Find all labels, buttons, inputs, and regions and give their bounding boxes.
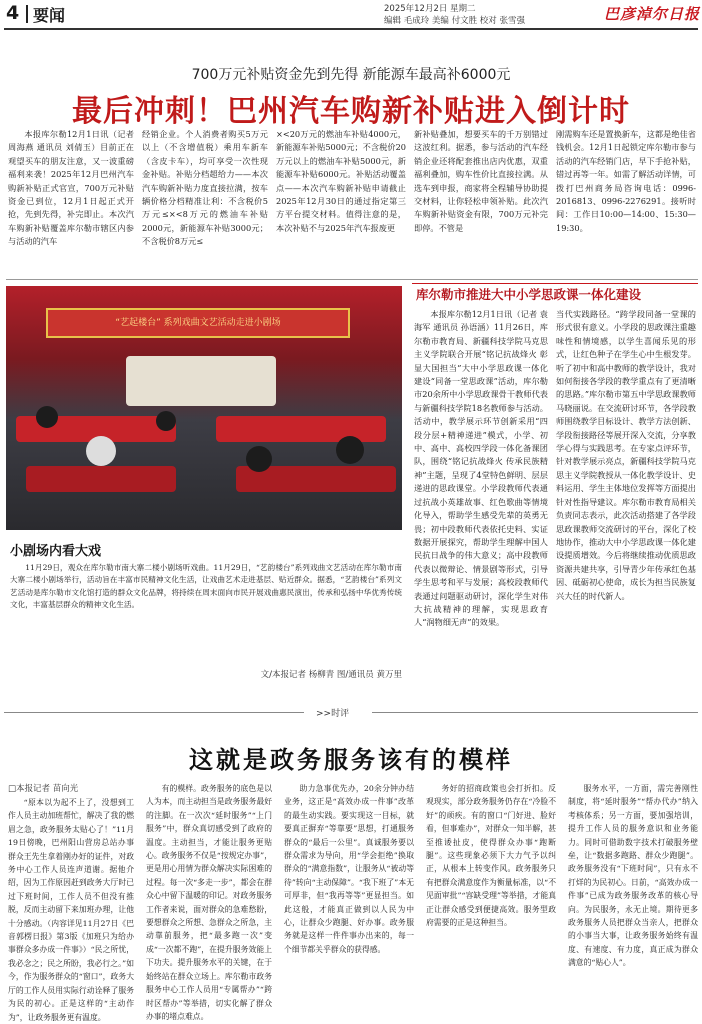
lead-column-1: 本报库尔勒12月1日讯（记者 周海燕 通讯员 刘倩玉）目前正在观望买车的朋友注意，又一波重磅福利来袭！2025年12月巴州汽车购新补贴正式官宣，700万元补贴资金已到位，12月1日起正式开抢，先到先得，补完即止。本次汽车购新补贴覆盖库尔勒市辖区内参与活动的汽车 <box>8 129 134 247</box>
commentary-rule-right <box>372 712 698 713</box>
masthead-logo: 巴彦淖尔日报 <box>604 5 701 23</box>
right-story-rule <box>412 283 698 284</box>
audience-head <box>246 446 272 472</box>
lead-column-4: 新补贴叠加，想要买车的千万别错过这波红利。据悉，参与活动的汽车经销企业还将配套推出店内优惠，双重福利叠加，购车性价比直接拉满。从选车到申报，商家将全程辅导协助提交材料，让你轻松申领补贴。此次汽车购新补贴资金有限，700万元补完即停。不管是 <box>414 129 548 233</box>
audience-head <box>156 411 176 431</box>
commentary-byline: □本报记者 苗向光 <box>8 784 79 794</box>
photo-story-body: 11月29日，观众在库尔勒市南大寨二楼小剧场听戏曲。11月29日，“艺韵楼台”系列戏曲文艺活动在库尔勒市南大寨二楼小剧场举行，活动旨在丰富市民精神文化生活，让戏曲艺术走进基层、贴近群众。据悉，“艺韵楼台”系列文艺活动是库尔勒市文化馆打造的群众文化品牌，将持续在周末面向市民开展戏曲惠民演出，传承和弘扬中华优秀传统文化，丰富基层群众的精神文化生活。 <box>10 563 402 610</box>
right-story-title: 库尔勒市推进大中小学思政课一体化建设 <box>416 287 642 302</box>
lead-column-5: 刚需购车还是置换新车，这都是绝佳省钱机会。12月1日起锁定库尔勒市参与活动的汽车经销门店，早下手抢补贴，错过再等一年。如需了解活动详情，可拨打巴州商务局咨询电话：0996-2016813、0996-2276291。接听时间：工作日10:00—14:00、15:30—19:30。 <box>556 129 696 233</box>
issue-date: 2025年12月2日 星期二 <box>384 4 476 14</box>
right-story-column-1: 本报库尔勒12月1日讯（记者 袁海军 通讯员 孙语涵）11月26日，库尔勒市教育局、新疆科技学院马克思主义学院联合开展“铭记抗战烽火 彰显大国担当”大中小学思政课一体化建设“同备一堂思政课”活动，库尔勒市20余所中小学思政课骨干教师代表与新疆科技学院18名教师参与活动。活动中，教学展示环节创新采用“四段分层+精神递进”模式，小学、初中、高中、高校四学段一体化备课团队，围绕“铭记抗战烽火 传承民族精神”主题，呈现了4堂特色鲜明、层层递进的思政课堂。小学段教师代表通过抗战小英雄故事、红色歌曲等情境化导入，帮助学生感受先辈的英勇无畏；初中段教师代表依托史料、实证数据开展探究，帮助学生理解中国人民抗日战争的伟大意义；高中段教师代表以微辩论、情景剧等形式，引导学生思考和平与发展；高校段教师代表通过问题驱动研讨，深化学生对伟大抗战精神的理解，实现思政育人“润物细无声”的效果。 <box>414 309 548 628</box>
section-name: 要闻 <box>33 6 66 25</box>
lead-headline: 最后冲刺！巴州汽车购新补贴进入倒计时 <box>72 94 630 129</box>
commentary-headline: 这就是政务服务该有的模样 <box>189 746 513 774</box>
photo-story-title: 小剧场内看大戏 <box>10 544 102 559</box>
commentary-column-2: 有的模样。政务服务的底色是以人为本，而主动担当是政务服务最好的注脚。在一次次“延时服务”“上门服务”中，群众真切感受到了政府的温度。主动担当，才能让服务更贴心。政务服务不仅是“按规定办事”，更是用心用情为群众解决实际困难的过程。每一次“多走一步”，都会在群众心中留下温暖的印记。对政务服务工作者来说，面对群众的急难愁盼，要想群众之所想、急群众之所急，主动靠前服务，把“最多跑一次”变成“一次都不跑”，在提升服务效能上下功夫。提升服务水平的关键，在于始终站在群众立场上。库尔勒市政务服务中心工作人员用“专属帮办”“跨时区帮办”等举措，切实化解了群众办事的堵点难点。 <box>146 784 272 1021</box>
seat-row <box>26 466 176 492</box>
commentary-column-4: 务好的招商政策也会打折扣。反观现实，部分政务服务仍存在“冷脸不好”的顽疾。有的窗口“门好进、脸好看，但事难办”，对群众一知半解，甚至推诿扯皮，使得群众办事“跑断腿”。这些现象必须下大力气予以纠正，从根本上转变作风。政务服务只有把群众满意度作为衡量标准，以“不见面审批”“容缺受理”等举措，才能真正让群众感受到便捷高效。服务型政府需要的正是这种担当。 <box>426 784 556 928</box>
page-number: 4 <box>6 2 20 24</box>
lead-column-2: 经销企业。个人消费者购买5万元以上（不含增值税）乘用车新车（含皮卡车），均可享受一次性现金补贴。补贴分档超给力——本次汽车购新补贴力度直接拉满，按车辆价格分档精准让利：不含税价5万元≤×<8万元的燃油车补贴2000元，新能源车补贴3000元；不含税价8万元≤ <box>142 129 268 247</box>
header-divider <box>26 5 28 23</box>
commentary-column-5: 服务水平，一方面，需完善刚性制度，将“延时服务”“帮办代办”纳入考核体系；另一方面，要加强培训，提升工作人员的服务意识和业务能力。同时可借助数字技术打破服务壁垒，让“数据多跑路、群众少跑腿”。政务服务没有“下班时间”，只有永不打烊的为民初心。日前，“高效办成一件事”已成为政务服务改革的核心导向。为民服务，永无止境。期待更多政务服务人员把群众当亲人，把群众的小事当大事，让政务服务始终有温度、有速度、有力度，真正成为群众满意的“贴心人”。 <box>568 784 698 968</box>
lead-bottom-rule <box>6 279 698 280</box>
photo-stage <box>126 356 276 406</box>
commentary-rule-left <box>4 712 304 713</box>
editor-credits: 编辑 毛成玲 美编 付文胜 校对 张雪强 <box>384 16 526 26</box>
lead-subheadline: 700万元补贴资金先到先得 新能源车最高补6000元 <box>191 67 511 83</box>
lead-column-3: ×<20万元的燃油车补贴4000元，新能源车补贴5000元；不含税价20万元以上的燃油车补贴5000元，新能源车补贴6000元。补贴活动覆盖点——本次汽车购新补贴申请截止2025年12月30日的通过指定第三方平台提交材料。值得注意的是，本次补贴不与2025年汽车报废更 <box>276 129 406 233</box>
commentary-column-1: “原本以为起不上了，没想到工作人员主动加班帮忙，解决了我的燃眉之急，政务服务太贴心了！”11月19日傍晚，巴州阳山营房总站办事群众王先生拿着刚办好的证件，对政务中心工作人员连声道谢。据他介绍，因为工作原因赶到政务大厅时已过下班时间，工作人员不但没有推脱，反而主动留下来加班办理，让他十分感动。（内容详见11月27日《巴音郭楞日报》第3版《加班只为给办事群众多办成一件事》）“民之所忧，我必念之；民之所盼，我必行之。”如今，作为服务群众的“窗口”，政务大厅的工作人员用实际行动诠释了服务为民的初心。正是这样的“主动作为”，让政务服务更有温度。 <box>8 798 134 1022</box>
commentary-label: >>时评 <box>316 709 350 719</box>
theater-photo <box>6 286 402 530</box>
audience-head <box>336 436 364 464</box>
header-rule <box>4 28 698 30</box>
seat-row <box>216 416 386 442</box>
photo-story-credit: 文/本报记者 杨柳青 图/通讯员 黄万里 <box>260 670 402 680</box>
right-story-column-2: 当代实践路径。“跨学段同备一堂课的形式很有意义。小学段的思政课注重趣味性和情境感，以学生喜闻乐见的形式，让红色种子在学生心中生根发芽。听了初中和高中教师的教学设计，我对如何衔接各学段的教学重点有了更清晰的思路。”库尔勒市第五中学思政课教师马晓丽说。在交流研讨环节，各学段教师围绕教学目标设计、教学方法创新、学段衔接路径等展开深入交流，分享教学心得与实践思考。在专家点评环节，针对教学展示亮点，新疆科技学院马克思主义学院教授从一体化教学设计、史料运用、学生主体地位发挥等方面提出针对性指导建议。库尔勒市教育局相关负责同志表示，此次活动搭建了各学段思政课教师交流研讨的平台，深化了校地协作，推动大中小学思政课一体化建设提质增效。今后将继续推动优质思政资源共建共享，引导青少年传承红色基因、砥砺初心使命，成长为担当民族复兴大任的时代新人。 <box>556 309 696 601</box>
audience-head <box>36 406 58 428</box>
photo-banner: “艺起楼台” 系列戏曲文艺活动走进小剧场 <box>46 308 350 338</box>
commentary-column-3: 助力急事优先办，20余分钟办结业务，这正是“高效办成一件事”改革的最生动实践。要实现这一目标，就要真正摒弃“等靠要”思想，打通服务群众的“最后一公里”。真诚服务要以群众需求为导向，用“学会拒绝”换取群众的“满意指数”，让服务从“被动等待”转向“主动保障”。“我下班了”本无可厚非，但“我再等等”更显担当。如此这般，才能真正做到以人民为中心，让群众少跑腿、好办事。政务服务就是这样一件件事办出来的，每一个细节都关乎群众的获得感。 <box>284 784 414 954</box>
audience-head <box>86 436 116 466</box>
